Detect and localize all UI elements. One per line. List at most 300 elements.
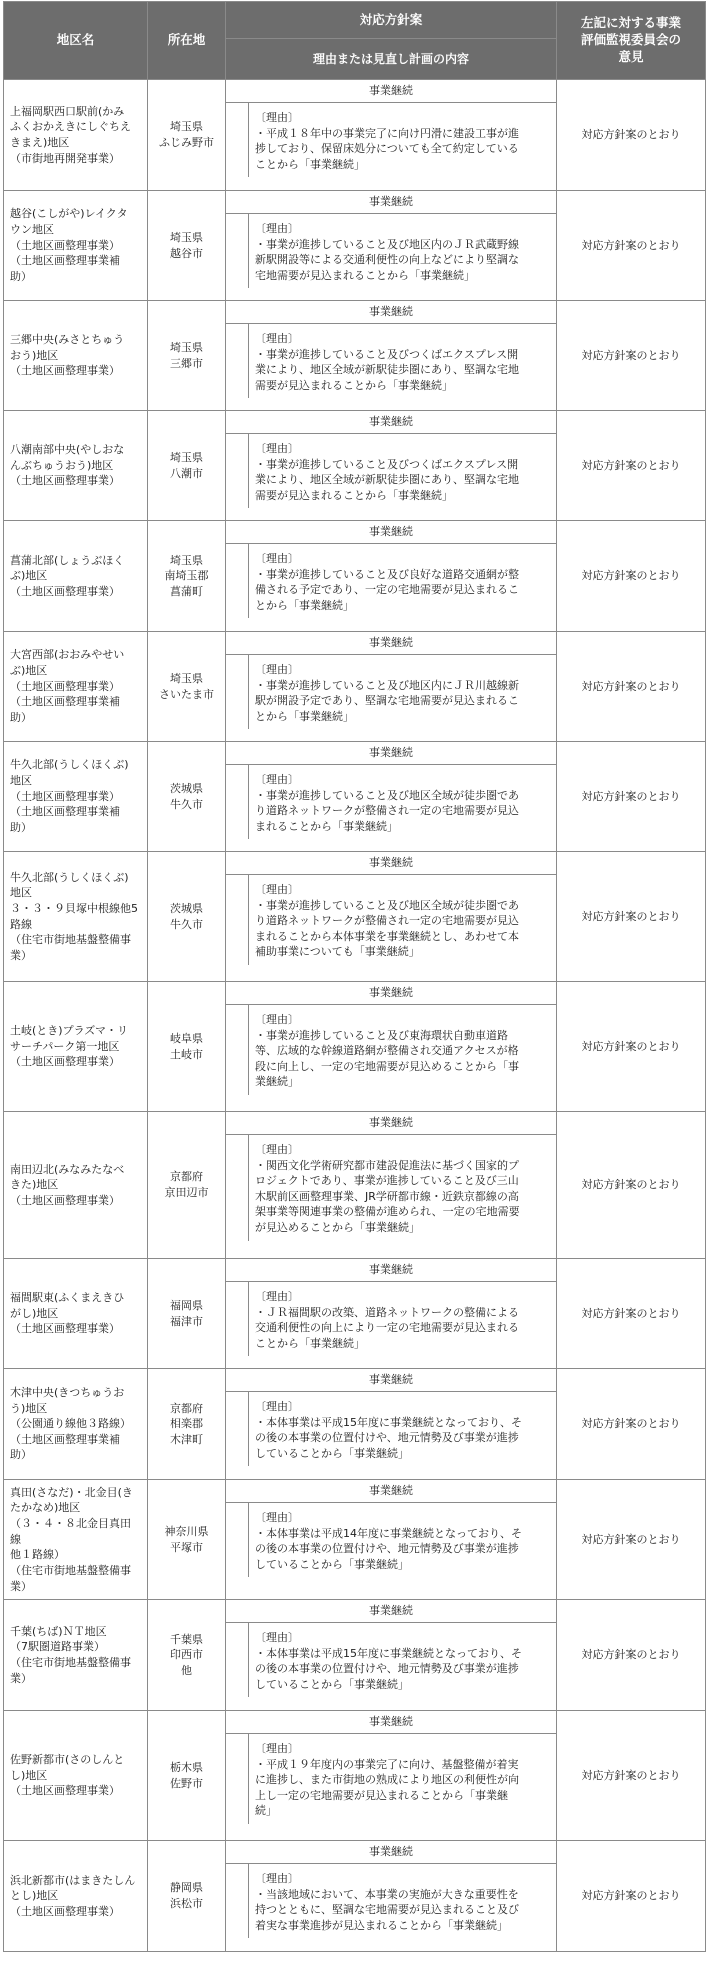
reason-line: ・事業が進捗していること及び東海環状自動車道路 xyxy=(255,1028,508,1042)
location-line: 静岡県 xyxy=(170,1881,203,1895)
district-line: （市街地再開発事業） xyxy=(10,151,120,165)
reason-text xyxy=(249,1282,556,1356)
location-line: 千葉県 xyxy=(170,1632,203,1646)
district-line: （土地区画整理事業） xyxy=(10,1904,120,1918)
header-committee-opinion xyxy=(557,2,706,80)
policy-cell xyxy=(226,1259,557,1369)
policy-cell xyxy=(226,301,557,411)
committee-opinion-cell: 対応方針案のとおり xyxy=(557,1711,706,1841)
reason-line: まれることから本体事業を事業継続とし、あわせて本 xyxy=(255,929,519,943)
district-line: とし)地区 xyxy=(10,1889,59,1903)
table-row xyxy=(4,411,706,521)
reason-line: り道路ネットワークが整備され一定の宅地需要が見込 xyxy=(255,914,519,928)
reason-text xyxy=(249,214,556,288)
committee-opinion-cell: 対応方針案のとおり xyxy=(557,852,706,982)
policy-cell xyxy=(226,521,557,632)
reason-line: ・平成１９年度内の事業完了に向け、基盤整備が着実 xyxy=(255,1757,519,1771)
policy-reason-box xyxy=(226,655,556,729)
district-line: （土地区画整理事業） xyxy=(10,1322,120,1336)
reason-line: していることから「事業継続」 xyxy=(255,1677,409,1691)
reason-line: ・ＪＲ福間駅の改築、道路ネットワークの整備による xyxy=(255,1305,519,1319)
location-line: 印西市 xyxy=(170,1648,203,1662)
evaluation-table xyxy=(3,1,706,1952)
location-cell xyxy=(148,1369,226,1480)
district-line: 地区 xyxy=(10,774,32,788)
district-cell xyxy=(4,1369,148,1480)
committee-opinion-cell: 対応方針案のとおり xyxy=(557,1112,706,1259)
district-line: ウン地区 xyxy=(10,223,54,237)
district-line: （土地区画整理事業） xyxy=(10,679,120,693)
district-line: （土地区画整理事業） xyxy=(10,238,120,252)
reason-line: 着実な事業進捗が見込まれることから「事業継続」 xyxy=(255,1918,508,1932)
reason-line: 新駅開設等による交通利便性の向上などにより堅調な xyxy=(255,253,519,267)
district-line: （土地区画整理事業） xyxy=(10,1055,120,1069)
reason-indent-gutter xyxy=(226,544,249,618)
district-cell xyxy=(4,632,148,742)
district-line: 千葉(ちば)ＮＴ地区 xyxy=(10,1624,107,1638)
district-line: ３・３・９貝塚中根線他5 xyxy=(10,901,138,915)
reason-text xyxy=(249,1503,556,1577)
policy-cell xyxy=(226,1480,557,1600)
table-row xyxy=(4,1841,706,1952)
district-cell xyxy=(4,1841,148,1952)
district-cell xyxy=(4,191,148,301)
district-line: （土地区画整理事業補 xyxy=(10,1432,120,1446)
reason-indent-gutter xyxy=(226,214,249,288)
reason-line: の後の本事業の位置付けや、地元情勢及び事業が進捗 xyxy=(255,1662,519,1676)
location-line: 福岡県 xyxy=(170,1298,203,1312)
district-line: 福間駅東(ふくまえきひ xyxy=(10,1291,125,1305)
policy-decision: 事業継続 xyxy=(226,301,556,324)
district-cell xyxy=(4,301,148,411)
district-line: （住宅市街地基盤整備事 xyxy=(10,1656,131,1669)
policy-cell xyxy=(226,1711,557,1841)
reason-line: の後の本事業の位置付けや、地元情勢及び事業が進捗 xyxy=(255,1542,519,1556)
reason-indent-gutter xyxy=(226,1864,249,1938)
reason-line: ことから「事業継続」 xyxy=(255,1336,365,1350)
policy-decision: 事業継続 xyxy=(226,1480,556,1503)
location-line: 土岐市 xyxy=(170,1047,203,1061)
reason-line: 〔理由〕 xyxy=(255,552,299,565)
district-line: 土岐(とき)プラズマ・リ xyxy=(10,1024,129,1038)
committee-opinion-cell: 対応方針案のとおり xyxy=(557,1259,706,1369)
reason-line: 需要が見込まれることから「事業継続」 xyxy=(255,488,453,502)
location-line: 岐阜県 xyxy=(170,1031,203,1045)
location-cell xyxy=(148,301,226,411)
location-line: 他 xyxy=(181,1663,192,1677)
district-line: んぶちゅうおう)地区 xyxy=(10,458,114,472)
policy-cell xyxy=(226,1112,557,1259)
location-line: 佐野市 xyxy=(170,1776,203,1790)
policy-decision: 事業継続 xyxy=(226,411,556,434)
policy-reason-box xyxy=(226,1282,556,1356)
reason-line: 上し一定の宅地需要が見込まれることから「事業継 xyxy=(255,1788,508,1802)
location-cell xyxy=(148,80,226,191)
reason-line: ・事業が進捗していること及び良好な道路交通網が整 xyxy=(255,567,519,581)
reason-line: 〔理由〕 xyxy=(255,332,299,345)
header-location: 所在地 xyxy=(148,2,226,80)
location-line: 相楽郡 xyxy=(170,1417,203,1431)
district-cell xyxy=(4,742,148,852)
district-line: う)地区 xyxy=(10,1401,48,1415)
reason-line: ・本体事業は平成14年度に事業継続となっており、そ xyxy=(255,1526,522,1540)
location-line: 埼玉県 xyxy=(170,340,203,354)
reason-line: ・本体事業は平成15年度に事業継続となっており、そ xyxy=(255,1415,522,1429)
policy-decision: 事業継続 xyxy=(226,191,556,214)
district-line: （土地区画整理事業） xyxy=(10,584,120,598)
location-line: 牛久市 xyxy=(170,797,203,811)
district-line: 八潮南部中央(やしおな xyxy=(10,443,125,457)
policy-decision: 事業継続 xyxy=(226,1841,556,1864)
reason-indent-gutter xyxy=(226,103,249,177)
location-line: さいたま市 xyxy=(159,687,214,701)
reason-line: 業継続」 xyxy=(255,1075,299,1089)
policy-cell xyxy=(226,742,557,852)
reason-line: 備される予定であり、一定の宅地需要が見込まれるこ xyxy=(255,583,519,597)
district-cell xyxy=(4,80,148,191)
district-line: きまえ)地区 xyxy=(10,136,70,149)
location-line: ふじみ野市 xyxy=(159,136,214,149)
policy-reason-box xyxy=(226,1623,556,1697)
location-line: 京田辺市 xyxy=(164,1186,209,1199)
policy-reason-box xyxy=(226,1135,556,1241)
location-line: 越谷市 xyxy=(170,246,203,260)
policy-reason-box xyxy=(226,1503,556,1577)
location-line: 平塚市 xyxy=(170,1540,203,1554)
policy-cell xyxy=(226,191,557,301)
location-line: 茨城県 xyxy=(170,901,203,915)
location-line: 牛久市 xyxy=(170,917,203,931)
reason-line: 等、広域的な幹線道路網が整備され交通アクセスが格 xyxy=(255,1044,519,1058)
district-line: （公園通り線他３路線） xyxy=(10,1417,131,1431)
district-line: ぶ)地区 xyxy=(10,664,48,678)
reason-text xyxy=(249,544,556,618)
table-row xyxy=(4,80,706,191)
header-row-top xyxy=(4,2,706,39)
header-reason: 理由または見直し計画の内容 xyxy=(226,39,557,80)
policy-reason-box xyxy=(226,544,556,618)
reason-text xyxy=(249,1734,556,1824)
district-line: （３・４・８北金目真田線 xyxy=(10,1517,131,1546)
district-line: 牛久北部(うしくほくぶ) xyxy=(10,870,129,884)
district-line: きた)地区 xyxy=(10,1178,59,1192)
reason-text xyxy=(249,875,556,965)
reason-line: ・平成１８年中の事業完了に向け円滑に建設工事が進 xyxy=(255,126,519,140)
policy-reason-box xyxy=(226,1392,556,1466)
policy-cell xyxy=(226,632,557,742)
reason-line: ロジェクトであり、事業が進捗していること及び三山 xyxy=(255,1174,519,1188)
reason-line: 〔理由〕 xyxy=(255,773,299,786)
policy-decision: 事業継続 xyxy=(226,80,556,103)
district-line: 助） xyxy=(10,820,32,834)
reason-line: ・事業が進捗していること及びつくばエクスプレス開 xyxy=(255,347,519,361)
reason-indent-gutter xyxy=(226,1503,249,1577)
district-line: （住宅市街地基盤整備事 xyxy=(10,1563,131,1577)
district-line: （土地区画整理事業補 xyxy=(10,805,120,819)
reason-text xyxy=(249,655,556,729)
reason-line: 駅が開設予定であり、堅調な宅地需要が見込まれるこ xyxy=(255,694,519,708)
district-line: 助） xyxy=(10,710,32,724)
location-cell xyxy=(148,191,226,301)
district-cell xyxy=(4,1480,148,1600)
policy-reason-box xyxy=(226,1005,556,1095)
district-line: （土地区画整理事業） xyxy=(10,474,120,488)
policy-cell xyxy=(226,1600,557,1711)
reason-indent-gutter xyxy=(226,1282,249,1356)
reason-line: 〔理由〕 xyxy=(255,111,299,124)
header-committee-line: 左記に対する事業 xyxy=(580,15,681,31)
district-line: （土地区画整理事業） xyxy=(10,789,120,803)
district-line: （7駅圏道路事業） xyxy=(10,1640,105,1654)
reason-line: 捗しており、保留床処分についても全て約定している xyxy=(255,142,519,156)
district-cell xyxy=(4,1259,148,1369)
location-cell xyxy=(148,1711,226,1841)
reason-line: 〔理由〕 xyxy=(255,1013,299,1026)
policy-decision: 事業継続 xyxy=(226,852,556,875)
location-cell xyxy=(148,1600,226,1711)
reason-line: ・事業が進捗していること及びつくばエクスプレス開 xyxy=(255,457,519,471)
location-line: 福津市 xyxy=(170,1314,203,1328)
committee-opinion-cell: 対応方針案のとおり xyxy=(557,1600,706,1711)
location-line: 埼玉県 xyxy=(170,671,203,685)
location-line: 木津町 xyxy=(170,1432,203,1446)
district-cell xyxy=(4,982,148,1112)
reason-line: 〔理由〕 xyxy=(255,1511,299,1524)
reason-line: ・事業が進捗していること及び地区全域が徒歩圏であ xyxy=(255,788,519,802)
policy-cell xyxy=(226,411,557,521)
reason-indent-gutter xyxy=(226,1734,249,1824)
reason-text xyxy=(249,1864,556,1938)
reason-line: 業により、地区全域が新駅徒歩圏にあり、堅調な宅地 xyxy=(255,363,519,377)
location-line: 南埼玉郡 xyxy=(164,569,209,583)
location-line: 京都府 xyxy=(170,1170,203,1184)
policy-cell xyxy=(226,982,557,1112)
district-cell xyxy=(4,411,148,521)
district-line: 菖蒲北部(しょうぶほく xyxy=(10,553,125,567)
district-line: 南田辺北(みなみたなべ xyxy=(10,1162,125,1176)
district-cell xyxy=(4,521,148,632)
district-line: 木津中央(きつちゅうお xyxy=(10,1385,125,1399)
reason-line: 〔理由〕 xyxy=(255,1290,299,1303)
reason-line: 架事業等関連事業の整備が進められ、一定の宅地需要 xyxy=(255,1205,520,1219)
reason-line: 〔理由〕 xyxy=(255,1872,299,1885)
reason-line: 需要が見込まれることから「事業継続」 xyxy=(255,378,453,392)
district-cell xyxy=(4,1112,148,1259)
reason-indent-gutter xyxy=(226,655,249,729)
table-row xyxy=(4,742,706,852)
policy-decision: 事業継続 xyxy=(226,632,556,655)
location-line: 八潮市 xyxy=(170,466,203,480)
district-line: 業） xyxy=(10,1579,32,1593)
policy-decision: 事業継続 xyxy=(226,1259,556,1282)
reason-indent-gutter xyxy=(226,765,249,839)
location-cell xyxy=(148,982,226,1112)
committee-opinion-cell: 対応方針案のとおり xyxy=(557,521,706,632)
committee-opinion-cell: 対応方針案のとおり xyxy=(557,982,706,1112)
district-line: ぶ)地区 xyxy=(10,569,48,583)
policy-cell xyxy=(226,80,557,191)
district-line: 地区 xyxy=(10,886,32,900)
location-line: 京都府 xyxy=(170,1401,203,1415)
district-line: ふくおかえきにしぐちえ xyxy=(10,120,131,134)
reason-line: が見込めることから「事業継続」 xyxy=(255,1221,420,1235)
policy-cell xyxy=(226,1369,557,1480)
district-cell xyxy=(4,1711,148,1841)
policy-cell xyxy=(226,1841,557,1952)
committee-opinion-cell: 対応方針案のとおり xyxy=(557,632,706,742)
reason-line: 宅地需要が見込まれることから「事業継続」 xyxy=(255,268,475,282)
reason-line: 〔理由〕 xyxy=(255,883,299,896)
table-row xyxy=(4,632,706,742)
policy-decision: 事業継続 xyxy=(226,982,556,1005)
committee-opinion-cell: 対応方針案のとおり xyxy=(557,411,706,521)
table-row xyxy=(4,521,706,632)
location-line: 埼玉県 xyxy=(170,450,203,464)
committee-opinion-cell: 対応方針案のとおり xyxy=(557,742,706,852)
reason-line: ことから「事業継続」 xyxy=(255,157,365,171)
header-committee-line: 意見 xyxy=(618,48,644,64)
policy-reason-box xyxy=(226,214,556,288)
reason-line: していることから「事業継続」 xyxy=(255,1446,409,1460)
committee-opinion-cell: 対応方針案のとおり xyxy=(557,1841,706,1952)
district-line: 浜北新都市(はまきたしん xyxy=(10,1873,136,1887)
reason-line: ・本体事業は平成15年度に事業継続となっており、そ xyxy=(255,1646,522,1660)
table-row xyxy=(4,852,706,982)
reason-text xyxy=(249,765,556,839)
location-cell xyxy=(148,632,226,742)
committee-opinion-cell: 対応方針案のとおり xyxy=(557,80,706,191)
reason-line: 業により、地区全域が新駅徒歩圏にあり、堅調な宅地 xyxy=(255,473,519,487)
reason-line: とから「事業継続」 xyxy=(255,598,354,612)
reason-line: 段に向上し、一定の宅地需要が見込めることから「事 xyxy=(255,1059,519,1073)
policy-reason-box xyxy=(226,1864,556,1938)
district-line: 越谷(こしがや)レイクタ xyxy=(10,207,128,221)
committee-opinion-cell: 対応方針案のとおり xyxy=(557,191,706,301)
reason-text xyxy=(249,1135,556,1241)
district-line: 牛久北部(うしくほくぶ) xyxy=(10,758,129,772)
reason-line: 交通利便性の向上により一定の宅地需要が見込まれる xyxy=(255,1321,519,1335)
reason-indent-gutter xyxy=(226,434,249,508)
policy-decision: 事業継続 xyxy=(226,1711,556,1734)
policy-reason-box xyxy=(226,875,556,965)
policy-cell xyxy=(226,852,557,982)
location-line: 埼玉県 xyxy=(170,553,203,567)
table-row xyxy=(4,1711,706,1841)
committee-opinion-cell: 対応方針案のとおり xyxy=(557,1480,706,1600)
reason-line: 〔理由〕 xyxy=(255,1143,299,1156)
reason-line: まれることから「事業継続」 xyxy=(255,819,398,833)
district-line: 真田(さなだ)・北金目(き xyxy=(10,1485,133,1499)
header-policy: 対応方針案 xyxy=(226,2,557,39)
district-line: （土地区画整理事業補 xyxy=(10,254,120,268)
location-line: 茨城県 xyxy=(170,781,203,795)
reason-text xyxy=(249,1623,556,1697)
header-district: 地区名 xyxy=(4,2,148,80)
reason-text xyxy=(249,434,556,508)
location-line: 浜松市 xyxy=(170,1897,203,1910)
reason-indent-gutter xyxy=(226,1005,249,1095)
policy-reason-box xyxy=(226,1734,556,1824)
table-row xyxy=(4,1369,706,1480)
committee-opinion-cell: 対応方針案のとおり xyxy=(557,301,706,411)
policy-decision: 事業継続 xyxy=(226,1600,556,1623)
table-row xyxy=(4,1112,706,1259)
policy-decision: 事業継続 xyxy=(226,521,556,544)
district-line: 路線 xyxy=(10,917,32,931)
district-line: 助） xyxy=(10,1448,32,1462)
district-line: （住宅市街地基盤整備事 xyxy=(10,933,131,947)
reason-text xyxy=(249,1392,556,1466)
reason-line: 木駅前区画整理事業、JR学研都市線・近鉄京都線の高 xyxy=(255,1189,519,1203)
policy-decision: 事業継続 xyxy=(226,1369,556,1392)
policy-reason-box xyxy=(226,434,556,508)
reason-line: ・当該地域において、本事業の実施が大きな重要性を xyxy=(255,1887,519,1901)
header-committee-line: 評価監視委員会の xyxy=(580,32,681,48)
district-line: サーチパーク第一地区 xyxy=(10,1039,120,1053)
policy-decision: 事業継続 xyxy=(226,1112,556,1135)
district-line: （土地区画整理事業補 xyxy=(10,695,120,709)
district-line: （土地区画整理事業） xyxy=(10,364,120,378)
district-line: 業） xyxy=(10,948,32,962)
policy-reason-box xyxy=(226,765,556,839)
reason-line: とから「事業継続」 xyxy=(255,709,354,723)
reason-line: に進捗し、また市街地の熟成により地区の利便性が向 xyxy=(255,1773,519,1787)
district-line: 大宮西部(おおみやせい xyxy=(10,648,125,662)
district-line: し)地区 xyxy=(10,1768,48,1782)
policy-reason-box xyxy=(226,324,556,398)
reason-indent-gutter xyxy=(226,324,249,398)
table-row xyxy=(4,191,706,301)
reason-line: ・事業が進捗していること及び地区全域が徒歩圏であ xyxy=(255,898,519,912)
reason-indent-gutter xyxy=(226,1623,249,1697)
reason-line: り道路ネットワークが整備され一定の宅地需要が見込 xyxy=(255,804,519,818)
committee-opinion-cell: 対応方針案のとおり xyxy=(557,1369,706,1480)
reason-line: 補助事業についても「事業継続」 xyxy=(255,945,420,959)
reason-line: 持つとともに、堅調な宅地需要が見込まれること及び xyxy=(255,1903,519,1917)
location-line: 埼玉県 xyxy=(170,120,203,134)
district-cell xyxy=(4,1600,148,1711)
district-line: 助） xyxy=(10,269,32,283)
location-line: 埼玉県 xyxy=(170,230,203,244)
district-line: 佐野新都市(さのしんと xyxy=(10,1753,125,1767)
district-line: がし)地区 xyxy=(10,1306,59,1320)
district-cell xyxy=(4,852,148,982)
reason-indent-gutter xyxy=(226,1135,249,1241)
table-row xyxy=(4,1480,706,1600)
policy-decision: 事業継続 xyxy=(226,742,556,765)
table-row xyxy=(4,1259,706,1369)
location-cell xyxy=(148,1259,226,1369)
reason-line: 〔理由〕 xyxy=(255,1631,299,1644)
table-row xyxy=(4,301,706,411)
location-cell xyxy=(148,521,226,632)
reason-line: していることから「事業継続」 xyxy=(255,1557,409,1571)
reason-line: 〔理由〕 xyxy=(255,1742,299,1755)
reason-line: 〔理由〕 xyxy=(255,222,299,235)
reason-text xyxy=(249,103,556,177)
reason-line: 〔理由〕 xyxy=(255,663,299,676)
reason-line: の後の本事業の位置付けや、地元情勢及び事業が進捗 xyxy=(255,1431,519,1445)
reason-indent-gutter xyxy=(226,1392,249,1466)
reason-line: ・関西文化学術研究都市建設促進法に基づく国家的プ xyxy=(255,1158,519,1172)
district-line: おう)地区 xyxy=(10,348,59,362)
policy-reason-box xyxy=(226,103,556,177)
district-line: 上福岡駅西口駅前(かみ xyxy=(10,104,125,118)
district-line: （土地区画整理事業） xyxy=(10,1193,120,1207)
reason-line: ・事業が進捗していること及び地区内のＪＲ武蔵野線 xyxy=(255,237,519,251)
district-line: 業） xyxy=(10,1671,32,1685)
location-line: 神奈川県 xyxy=(164,1524,209,1538)
